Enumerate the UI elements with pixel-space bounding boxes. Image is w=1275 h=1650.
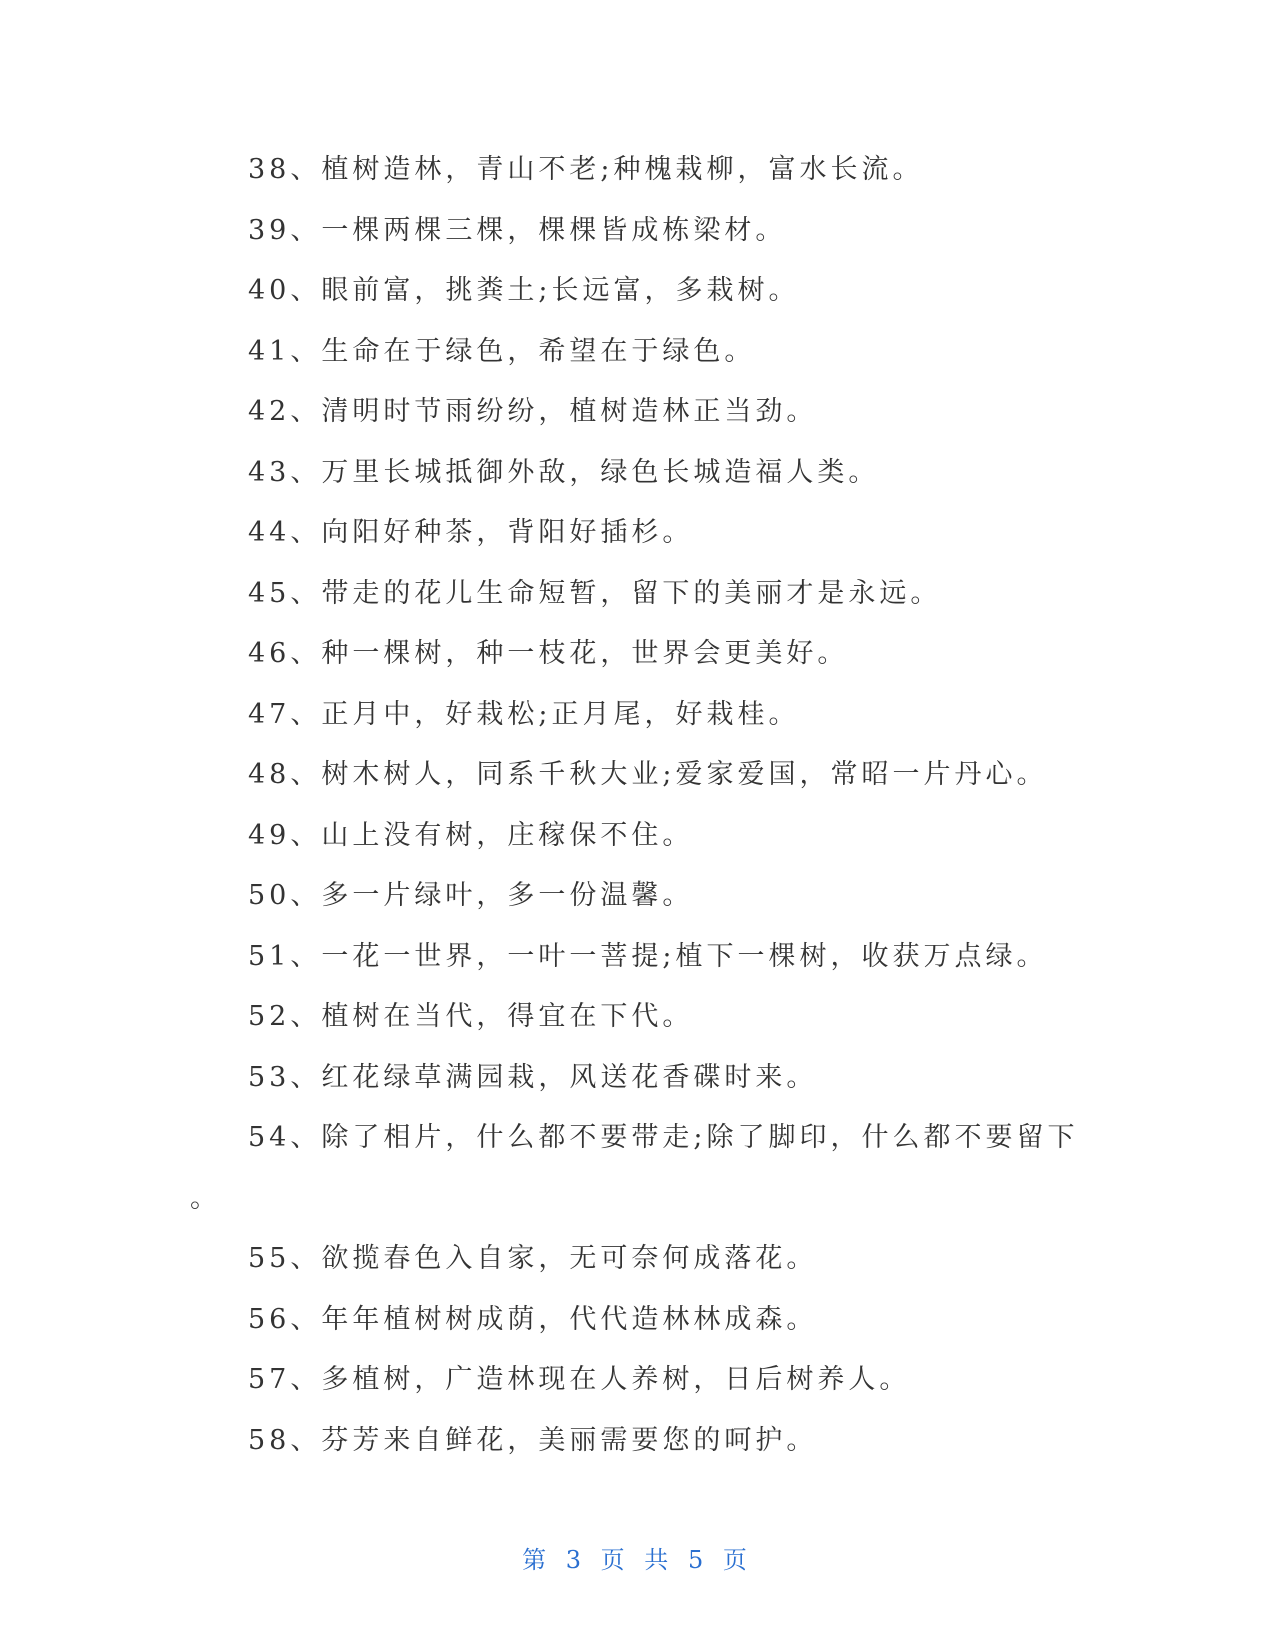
slogan-line-53: 53、红花绿草满园栽，风送花香碟时来。 — [248, 1061, 818, 1093]
slogan-line-47: 47、正月中，好栽松;正月尾，好栽桂。 — [248, 698, 800, 730]
slogan-line-44: 44、向阳好种茶，背阳好插杉。 — [248, 517, 694, 548]
slogan-line-57: 57、多植树，广造林现在人养树，日后树养人。 — [248, 1364, 911, 1395]
page-indicator: 第 3 页 共 5 页 — [522, 1546, 753, 1574]
slogan-list — [190, 140, 1090, 1471]
slogan-line-48: 48、树木树人，同系千秋大业;爱家爱国，常昭一片丹心。 — [248, 759, 1048, 790]
slogan-line-40: 40、眼前富，挑粪土;长远富，多栽树。 — [248, 275, 800, 306]
slogan-line-54: 54、除了相片，什么都不要带走;除了脚印，什么都不要留下 — [248, 1122, 1079, 1153]
slogan-line-56: 56、年年植树树成荫，代代造林林成森。 — [248, 1303, 818, 1335]
slogan-line-43: 43、万里长城抵御外敌，绿色长城造福人类。 — [248, 456, 880, 488]
slogan-line-54-continuation: 。 — [190, 1182, 221, 1214]
slogan-line-51: 51、一花一世界，一叶一菩提;植下一棵树，收获万点绿。 — [248, 940, 1048, 972]
slogan-line-38: 38、植树造林，青山不老;种槐栽柳，富水长流。 — [248, 154, 924, 185]
slogan-line-55: 55、欲揽春色入自家，无可奈何成落花。 — [248, 1243, 818, 1274]
slogan-line-50: 50、多一片绿叶，多一份温馨。 — [248, 880, 694, 911]
slogan-line-58: 58、芬芳来自鲜花，美丽需要您的呵护。 — [248, 1424, 818, 1456]
slogan-line-41: 41、生命在于绿色，希望在于绿色。 — [248, 335, 756, 367]
slogan-line-42: 42、清明时节雨纷纷，植树造林正当劲。 — [248, 396, 818, 427]
slogan-line-46: 46、种一棵树，种一枝花，世界会更美好。 — [248, 638, 849, 669]
slogan-line-49: 49、山上没有树，庄稼保不住。 — [248, 819, 694, 851]
slogan-line-39: 39、一棵两棵三棵，棵棵皆成栋梁材。 — [248, 214, 787, 246]
slogan-line-45: 45、带走的花儿生命短暂，留下的美丽才是永远。 — [248, 577, 942, 609]
slogan-line-52: 52、植树在当代，得宜在下代。 — [248, 1001, 694, 1032]
